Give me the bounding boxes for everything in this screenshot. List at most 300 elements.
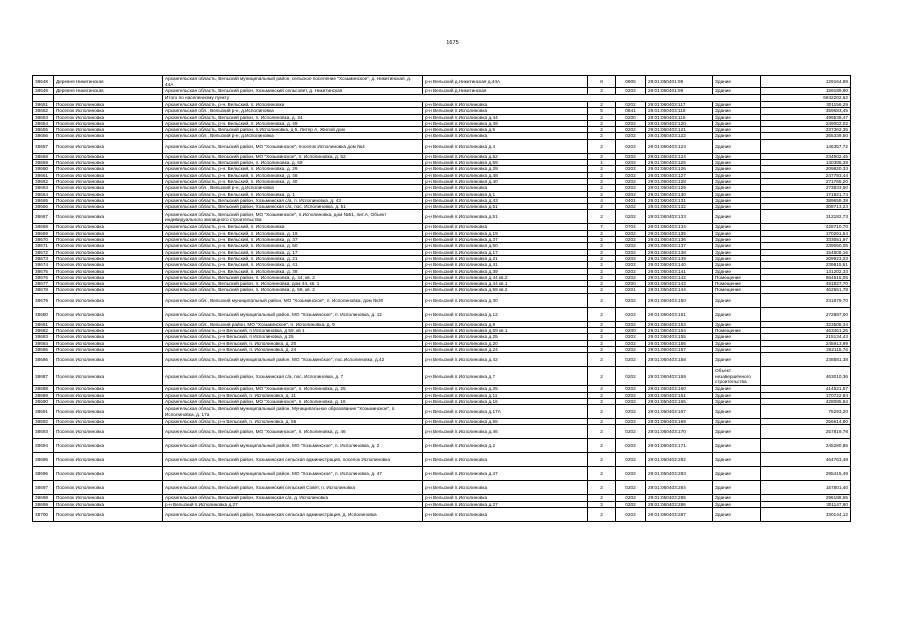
value-cell: 271765,20 (761, 178, 851, 184)
code-cell: 0202 (616, 398, 646, 404)
address-cell: Архангельская область, Вельский район, МО "Хозьминское", п. Исполиновка, д. 25 (163, 386, 423, 392)
settlement-cell: Поселок Исполиновка (54, 185, 163, 191)
address-cell: Архангельская область, р-н. Вельский, п. Исполиновка, д. 1 (163, 191, 423, 197)
table-row (33, 453, 851, 467)
row-number-cell: 38671 (33, 243, 54, 249)
settlement-cell: Поселок Исполиновка (54, 178, 163, 184)
row-number-cell: 38670 (33, 237, 54, 243)
count-cell: 2 (588, 481, 616, 495)
count-cell: 2 (588, 262, 616, 268)
row-number-cell: 38692 (33, 419, 54, 425)
code-cell: 0202 (616, 185, 646, 191)
location-cell: р-н Вельский п.Исполиновка д.7 (423, 367, 588, 386)
value-cell: 323508,34 (761, 321, 851, 327)
location-cell: р-н Вельский п.Исполиновка д.44 кв.2 (423, 274, 588, 280)
count-cell: 2 (588, 230, 616, 236)
object-type-cell: Здание (713, 453, 761, 467)
location-cell: р-н Вельский п.Исполиновка д.42 (423, 353, 588, 367)
settlement-cell: Поселок Исполиновка (54, 495, 163, 501)
code-cell: 0202 (616, 178, 646, 184)
address-cell: Архангельская область, р-н Вельский, п Исполиновка, д 25 (163, 334, 423, 340)
row-number-cell: 38656 (33, 133, 54, 139)
row-number-cell: 38690 (33, 398, 54, 404)
cadastral-number-cell: 29:01:060403:167 (646, 405, 713, 419)
object-type-cell: Здание (713, 386, 761, 392)
code-cell: 0202 (616, 495, 646, 501)
settlement-cell: Поселок Исполиновка (54, 255, 163, 261)
count-cell: 2 (588, 307, 616, 321)
object-type-cell: Здание (713, 353, 761, 367)
location-cell: р-н Вельский п.Исполиновка д.25 (423, 334, 588, 340)
row-number-cell: 38674 (33, 262, 54, 268)
row-number-cell: 38685 (33, 346, 54, 352)
settlement-cell: Поселок Исполиновка (54, 262, 163, 268)
address-cell: Архангельская область, Вельский район, МО "Хозьминское", п. Исполиновка, д. 16 (163, 398, 423, 404)
value-cell: 464763,48 (761, 453, 851, 467)
object-type-cell: Здание (713, 178, 761, 184)
count-cell: 5 (588, 108, 616, 114)
settlement-cell: Поселок Исполиновка (54, 172, 163, 178)
count-cell: 2 (588, 255, 616, 261)
object-type-cell: Здание (713, 172, 761, 178)
value-cell: 273833,50 (761, 185, 851, 191)
code-cell: 0202 (616, 507, 646, 521)
address-cell: Архангельская обл., Вельский р-н, д.Исполиновка (163, 133, 423, 139)
settlement-cell: Поселок Исполиновка (54, 160, 163, 166)
object-type-cell: Здание (713, 249, 761, 255)
code-cell: 0202 (616, 262, 646, 268)
location-cell: р-н Вельский п.Исполиновка (423, 481, 588, 495)
code-cell: 0202 (616, 120, 646, 126)
address-cell: Архангельская область, Вельский район, МО "Хозьминское", поселок Исполиновка дом №4 (163, 139, 423, 153)
cadastral-number-cell: 29:01:060403:282 (646, 453, 713, 467)
cadastral-number-cell: 29:01:060403:150 (646, 293, 713, 307)
address-cell: Архангельская область, Вельский район, Хозьминский сельский Совет, п. Исполиновка (163, 481, 423, 495)
cadastral-number-cell: 29:01:060403:137 (646, 243, 713, 249)
settlement-cell: Поселок Исполиновка (54, 398, 163, 404)
location-cell: р-н Вельский п.Исполиновка д.40 (423, 178, 588, 184)
count-cell: 2 (588, 178, 616, 184)
settlement-cell: Поселок Исполиновка (54, 230, 163, 236)
cadastral-number-cell: 29:01:060403:283 (646, 467, 713, 481)
settlement-cell: Поселок Исполиновка (54, 114, 163, 120)
location-cell: р-н Вельский п.Исполиновка д.43 (423, 197, 588, 203)
code-cell: 0202 (616, 274, 646, 280)
location-cell: р-н Вельский п.Исполиновка д.30 (423, 293, 588, 307)
count-cell: 2 (588, 204, 616, 210)
row-number-cell: 38686 (33, 353, 54, 367)
value-cell: 428710,70 (761, 224, 851, 230)
settlement-cell: Поселок Исполиновка (54, 287, 163, 293)
row-number-cell: 38697 (33, 481, 54, 495)
cadastral-number-cell: 29:01:060403:158 (646, 353, 713, 367)
code-cell: 0202 (616, 293, 646, 307)
count-cell: 2 (588, 88, 616, 95)
code-cell: 0202 (616, 321, 646, 327)
object-type-cell: Здание (713, 237, 761, 243)
table-row (33, 139, 851, 153)
settlement-cell: Поселок Исполиновка (54, 328, 163, 334)
settlement-cell: Поселок Исполиновка (54, 481, 163, 495)
object-type-cell: Объект незавершённого строительства (713, 367, 761, 386)
count-cell: 2 (588, 405, 616, 419)
cadastral-number-cell: 29:01:060403:131 (646, 197, 713, 203)
count-cell: 2 (588, 185, 616, 191)
cadastral-number-cell: 29:01:060403:123 (646, 139, 713, 153)
code-cell: 0805 (616, 76, 646, 88)
address-cell: Архангельская обл., Вельский р-н, д.Исполиновка (163, 108, 423, 114)
code-cell: 0202 (616, 88, 646, 95)
object-type-cell: Здание (713, 114, 761, 120)
value-cell: 154809,16 (761, 249, 851, 255)
object-type-cell: Здание (713, 392, 761, 398)
cadastral-number-cell: 29:01:060403:159 (646, 367, 713, 386)
value-cell: 462561,78 (761, 287, 851, 293)
value-cell: 262115,76 (761, 346, 851, 352)
address-cell: Архангельская область, Вельский район, п. Исполиновка, д. 59 (163, 160, 423, 166)
code-cell: 0202 (616, 467, 646, 481)
row-number-cell: 38689 (33, 392, 54, 398)
cadastral-number-cell: 29:01:060403:285 (646, 495, 713, 501)
count-cell: 8 (588, 76, 616, 88)
cadastral-number-cell: 29:01:060403:141 (646, 268, 713, 274)
code-cell: 0202 (616, 102, 646, 108)
cadastral-number-cell: 29:01:060403:169 (646, 419, 713, 425)
value-cell: 231879,70 (761, 293, 851, 307)
object-type-cell: Здание (713, 120, 761, 126)
row-number-cell: 38693 (33, 425, 54, 439)
cadastral-number-cell: 29:01:060403:171 (646, 439, 713, 453)
settlement-cell: Поселок Исполиновка (54, 281, 163, 287)
object-type-cell: Здание (713, 262, 761, 268)
object-type-cell: Здание (713, 405, 761, 419)
code-cell: 0202 (616, 392, 646, 398)
location-cell: р-н Вельский п.Исполиновка д.9 (423, 321, 588, 327)
value-cell: 296188,65 (761, 495, 851, 501)
value-cell: 140385,28 (761, 160, 851, 166)
settlement-cell: Поселок Исполиновка (54, 439, 163, 453)
table-row (33, 467, 851, 481)
count-cell: 2 (588, 419, 616, 425)
address-cell: Архангельская область, Вельский муниципальный район, МО "Хозьминское", пос.Исполиновка, д.42 (163, 353, 423, 367)
cadastral-number-cell: 29:01:060403:144 (646, 287, 713, 293)
row-number-cell: 38660 (33, 166, 54, 172)
cadastral-number-cell: 29:01:060403:117 (646, 102, 713, 108)
count-cell: 2 (588, 287, 616, 293)
count-cell: 2 (588, 425, 616, 439)
value-cell: 238581,38 (761, 353, 851, 367)
settlement-cell: Поселок Исполиновка (54, 467, 163, 481)
object-type-cell: Здание (713, 160, 761, 166)
table-row (33, 481, 851, 495)
location-cell: р-н Вельский д.Никитинская д.44А (423, 76, 588, 88)
value-cell: 257819,78 (761, 425, 851, 439)
location-cell: р-н Вельский п.Исполиновка д.19 (423, 230, 588, 236)
settlement-cell: Поселок Исполиновка (54, 501, 163, 507)
value-cell: 159189,80 (761, 88, 851, 95)
location-cell: р-н Вельский п.Исполиновка д.39 (423, 268, 588, 274)
table-row (33, 425, 851, 439)
settlement-cell: Поселок Исполиновка (54, 367, 163, 386)
value-cell: 308713,23 (761, 204, 851, 210)
settlement-cell: Поселок Исполиновка (54, 249, 163, 255)
settlement-cell: Поселок Исполиновка (54, 507, 163, 521)
address-cell: Архангельская область, р-н. Вельский, п. Исполиновка, д. 29 (163, 166, 423, 172)
settlement-cell: Поселок Исполиновка (54, 274, 163, 280)
row-number-cell: 38675 (33, 268, 54, 274)
location-cell: р-н Вельский п.Исполиновка д.51 (423, 210, 588, 224)
address-cell: Архангельская область, Вельский муниципальный район, МО "Хозьминское", п. Исполиновка, д. 2 (163, 439, 423, 453)
location-cell: р-н Вельский п.Исполиновка д.27 (423, 501, 588, 507)
code-cell: 0202 (616, 340, 646, 346)
value-cell: 414521,67 (761, 386, 851, 392)
code-cell: 0202 (616, 249, 646, 255)
location-cell: р-н Вельский п.Исполиновка д.59 (423, 160, 588, 166)
settlement-cell: Поселок Исполиновка (54, 425, 163, 439)
address-cell: Архангельская обл., Вельский муниципальный район, МО "Хозьминское", п. Исполиновка, дом №30 (163, 293, 423, 307)
address-cell: Архангельская область, р-н Вельский, п. Исполиновка, д. 24 (163, 346, 423, 352)
cadastral-number-cell: 29:01:060403:156 (646, 340, 713, 346)
location-cell: р-н Вельский п.Исполиновка (423, 185, 588, 191)
object-type-cell: Здание (713, 481, 761, 495)
cadastral-number-cell: 29:01:060403:122 (646, 133, 713, 139)
value-cell: 428085,94 (761, 398, 851, 404)
settlement-cell: Деревня Никитинская (54, 76, 163, 88)
settlement-cell: Поселок Исполиновка (54, 321, 163, 327)
cadastral-number-cell: 29:01:060403:120 (646, 120, 713, 126)
count-cell: 2 (588, 243, 616, 249)
settlement-cell: Поселок Исполиновка (54, 334, 163, 340)
code-cell: 0202 (616, 481, 646, 495)
location-cell: р-н Вельский п.Исполиновка д.5 (423, 127, 588, 133)
address-cell: Архангельская область, Вельский муниципальный район, сельское поселение "Хозьминское", д. Никитинская, д. 44А (163, 76, 423, 88)
address-cell: Архангельская область, Вельский район, п. Исполиновка, д. 59, кв. 2 (163, 287, 423, 293)
code-cell: 0202 (616, 204, 646, 210)
row-number-cell: 38652 (33, 108, 54, 114)
location-cell: р-н Вельский п.Исполиновка д.20 (423, 340, 588, 346)
address-cell: Архангельская область, р-н. Вельский, п. Исполиновка, д. 19 (163, 230, 423, 236)
settlement-cell: Поселок Исполиновка (54, 346, 163, 352)
settlement-cell: Поселок Исполиновка (54, 237, 163, 243)
row-number-cell: 38649 (33, 88, 54, 95)
value-cell: 463010,36 (761, 367, 851, 386)
object-type-cell: Помещение (713, 287, 761, 293)
settlement-cell: Поселок Исполиновка (54, 419, 163, 425)
count-cell: 2 (588, 166, 616, 172)
settlement-cell: Поселок Исполиновка (54, 102, 163, 108)
code-cell: 0202 (616, 405, 646, 419)
location-cell: р-н Вельский п.Исполиновка д.21 (423, 255, 588, 261)
row-number-cell: 38695 (33, 453, 54, 467)
value-cell: 333051,97 (761, 237, 851, 243)
code-cell: 0202 (616, 243, 646, 249)
address-cell: Архангельская область, Вельский район, МО "Хозьминское", п. Исполиновка, д. 52 (163, 153, 423, 159)
object-type-cell: Здание (713, 334, 761, 340)
value-cell: 170722,84 (761, 392, 851, 398)
count-cell: 2 (588, 439, 616, 453)
row-number-cell (33, 95, 54, 102)
value-cell: 239050,05 (761, 243, 851, 249)
address-cell: Архангельская область, р-н Вельский, п. Исполиновка, д. 55 (163, 419, 423, 425)
settlement-cell: Поселок Исполиновка (54, 307, 163, 321)
count-cell: 2 (588, 133, 616, 139)
object-type-cell: Здание (713, 102, 761, 108)
location-cell: р-н Вельский п.Исполиновка д.46 (423, 425, 588, 439)
settlement-cell: Поселок Исполиновка (54, 166, 163, 172)
cadastral-number-cell: 29:01:060403:153 (646, 321, 713, 327)
location-cell: р-н Вельский п.Исполиновка д.51 (423, 204, 588, 210)
object-type-cell: Здание (713, 243, 761, 249)
value-cell: 564515,05 (761, 274, 851, 280)
table-row (33, 507, 851, 521)
value-cell: 312182,73 (761, 210, 851, 224)
object-type-cell: Здание (713, 133, 761, 139)
settlement-cell: Поселок Исполиновка (54, 210, 163, 224)
location-cell: р-н Вельский п.Исполиновка (423, 453, 588, 467)
value-cell: 301156,29 (761, 102, 851, 108)
value-cell: 75293,20 (761, 405, 851, 419)
settlement-cell: Поселок Исполиновка (54, 405, 163, 419)
count-cell: 2 (588, 210, 616, 224)
location-cell: р-н Вельский п.Исполиновка д.44 (423, 114, 588, 120)
location-cell: р-н Вельский п.Исполиновка д.47 (423, 467, 588, 481)
code-cell: 0202 (616, 501, 646, 507)
code-cell: 0202 (616, 334, 646, 340)
location-cell: р-н Вельский п.Исполиновка д.52 (423, 153, 588, 159)
cadastral-number-cell: 29:01:060403:126 (646, 166, 713, 172)
object-type-cell: Здание (713, 255, 761, 261)
settlement-cell: Поселок Исполиновка (54, 224, 163, 230)
row-number-cell: 38677 (33, 281, 54, 287)
cadastral-number-cell: 29:01:060403:157 (646, 346, 713, 352)
row-number-cell: 38700 (33, 507, 54, 521)
row-number-cell: 38664 (33, 191, 54, 197)
row-number-cell: 38665 (33, 197, 54, 203)
object-type-cell: Здание (713, 425, 761, 439)
settlement-cell: Поселок Исполиновка (54, 197, 163, 203)
settlement-cell: Поселок Исполиновка (54, 139, 163, 153)
location-cell: р-н Вельский п.Исполиновка д.12 (423, 307, 588, 321)
address-cell: Архангельская область, Вельский район, п. Исполиновка, д. 44, кв. 2 (163, 274, 423, 280)
object-type-cell: Здание (713, 340, 761, 346)
code-cell: 0202 (616, 425, 646, 439)
object-type-cell: Здание (713, 268, 761, 274)
object-type-cell: Здание (713, 191, 761, 197)
count-cell: 2 (588, 340, 616, 346)
object-type-cell: Здание (713, 501, 761, 507)
count-cell: 7 (588, 224, 616, 230)
cadastral-number-cell: 29:01:060401:98 (646, 76, 713, 88)
settlement-cell: Поселок Исполиновка (54, 120, 163, 126)
object-type-cell: Здание (713, 346, 761, 352)
table-row (33, 307, 851, 321)
count-cell: 2 (588, 191, 616, 197)
table-total-row (33, 95, 851, 102)
code-cell: 0202 (616, 255, 646, 261)
cadastral-number-cell: 29:01:060403:136 (646, 237, 713, 243)
cadastral-number-cell: 29:01:060403:155 (646, 334, 713, 340)
location-cell: р-н Вельский п.Исполиновка д.29 (423, 166, 588, 172)
value-cell: 247793,44 (761, 172, 851, 178)
count-cell: 2 (588, 153, 616, 159)
address-cell: Архангельская область, Вельский муниципальный район, Муниципальное образование "Хозьминское", п. Исполиновка, д. 17а (163, 405, 423, 419)
row-number-cell: 38669 (33, 230, 54, 236)
location-cell: р-н Вельский п.Исполиновка (423, 133, 588, 139)
count-cell: 2 (588, 353, 616, 367)
table-row (33, 76, 851, 88)
settlement-cell: Поселок Исполиновка (54, 340, 163, 346)
row-number-cell: 38688 (33, 386, 54, 392)
row-number-cell: 38654 (33, 120, 54, 126)
settlement-cell: Поселок Исполиновка (54, 392, 163, 398)
object-type-cell: Здание (713, 76, 761, 88)
code-cell: 0704 (616, 224, 646, 230)
count-cell: 2 (588, 467, 616, 481)
row-number-cell: 38667 (33, 210, 54, 224)
location-cell: р-н Вельский п.Исполиновка д.17 (423, 249, 588, 255)
code-cell: 0202 (616, 453, 646, 467)
cadastral-number-cell: 29:01:060403:119 (646, 114, 713, 120)
code-cell: 0401 (616, 197, 646, 203)
row-number-cell: 38653 (33, 114, 54, 120)
location-cell: р-н Вельский п.Исполиновка (423, 108, 588, 114)
cadastral-number-cell: 29:01:060403:132 (646, 204, 713, 210)
address-cell: Архангельская область, Вельский район, Хозьминская с/а, пос. Исполиновка, д. 51 (163, 204, 423, 210)
count-cell: 2 (588, 237, 616, 243)
address-cell: Архангельская область, Вельский район, п. Исполиновка, дом 44, кв. 1 (163, 281, 423, 287)
location-cell: р-н Вельский п.Исполиновка (423, 102, 588, 108)
location-cell: р-н Вельский п.Исполиновка д.59 кв.2 (423, 287, 588, 293)
settlement-cell: Поселок Исполиновка (54, 453, 163, 467)
value-cell: 295415,49 (761, 467, 851, 481)
address-cell: Архангельская область, р-н. Вельский, п. Исполиновка (163, 224, 423, 230)
object-type-cell: Здание (713, 108, 761, 114)
code-cell: 0202 (616, 166, 646, 172)
row-number-cell: 38683 (33, 334, 54, 340)
object-type-cell: Здание (713, 419, 761, 425)
page-number: 1675 (446, 40, 459, 46)
location-cell: р-н Вельский п.Исполиновка д.59 кв.1 (423, 328, 588, 334)
count-cell: 2 (588, 139, 616, 153)
code-cell: 0202 (616, 127, 646, 133)
address-cell: р-н Вельский п.Исполиновка д.27 (163, 501, 423, 507)
code-cell: 0201 (616, 287, 646, 293)
location-cell: р-н Вельский п.Исполиновка (423, 495, 588, 501)
object-type-cell: Здание (713, 166, 761, 172)
address-cell: Архангельская область, Вельский район, МО "Хозьминское", п.Исполиновка, дом №51, лит.А, Объект индивидуального жилищного строительства (163, 210, 423, 224)
row-number-cell: 38651 (33, 102, 54, 108)
address-cell: Архангельская область, Вельский район, Хозьминская с/а, пос. Исполиновка, д. 7 (163, 367, 423, 386)
cadastral-number-cell: 29:01:060403:135 (646, 230, 713, 236)
count-cell: 2 (588, 249, 616, 255)
value-cell: 171921,74 (761, 191, 851, 197)
code-cell: 0200 (616, 281, 646, 287)
object-type-cell: Здание (713, 210, 761, 224)
settlement-cell: Деревня Никитинская (54, 88, 163, 95)
cadastral-number-cell: 29:01:060403:124 (646, 153, 713, 159)
row-number-cell: 38682 (33, 328, 54, 334)
location-cell: р-н Вельский д.Никитинская (423, 88, 588, 95)
cadastral-number-cell: 29:01:060403:128 (646, 178, 713, 184)
table-row (33, 405, 851, 419)
table-row (33, 367, 851, 386)
cadastral-number-cell: 29:01:060403:130 (646, 191, 713, 197)
address-cell: Архангельская область, Вельский район, Хозьминская сельская администрация, поселок Исполиновка (163, 453, 423, 467)
value-cell: 491827,70 (761, 281, 851, 287)
settlement-cell (54, 95, 163, 102)
count-cell: 2 (588, 386, 616, 392)
value-cell: 129164,89 (761, 76, 851, 88)
